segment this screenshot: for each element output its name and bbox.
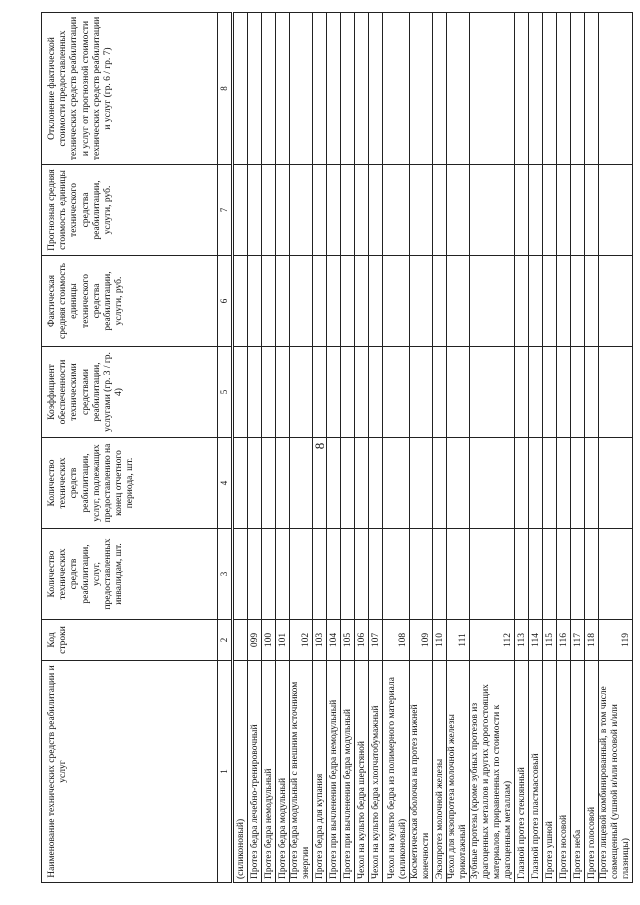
value-cell [571, 347, 585, 438]
value-cell [341, 165, 355, 256]
value-cell [543, 256, 557, 347]
table-row [233, 13, 248, 883]
row-code-cell: 114 [529, 620, 543, 661]
value-cell [433, 256, 447, 347]
table-row [369, 13, 383, 883]
value-cell [369, 256, 383, 347]
row-code-cell: 110 [433, 620, 447, 661]
value-cell [571, 13, 585, 165]
value-cell [557, 347, 571, 438]
value-cell [599, 13, 633, 165]
value-cell [369, 165, 383, 256]
value-cell [290, 165, 313, 256]
value-cell [571, 529, 585, 620]
table-row [571, 13, 585, 883]
value-cell [327, 165, 341, 256]
value-cell [327, 256, 341, 347]
value-cell [233, 256, 248, 347]
row-code-cell: 117 [571, 620, 585, 661]
table-row [515, 13, 529, 883]
value-cell [543, 438, 557, 529]
value-cell [410, 529, 433, 620]
value-cell [369, 347, 383, 438]
value-cell [276, 13, 290, 165]
value-cell [447, 347, 470, 438]
value-cell [341, 256, 355, 347]
column-header: Фактическая средняя стоимость единицы технического средства реабилитации, услуги, руб. [42, 256, 218, 347]
value-cell [433, 13, 447, 165]
row-name-cell: Протез бедра модульный [276, 661, 290, 883]
value-cell [233, 347, 248, 438]
value-cell [557, 438, 571, 529]
value-cell [262, 529, 276, 620]
value-cell [313, 347, 327, 438]
value-cell [585, 438, 599, 529]
value-cell [262, 347, 276, 438]
value-cell [233, 438, 248, 529]
value-cell [313, 438, 327, 529]
value-cell [515, 347, 529, 438]
value-cell [585, 529, 599, 620]
value-cell [290, 347, 313, 438]
value-cell [369, 529, 383, 620]
row-code-cell: 113 [515, 620, 529, 661]
value-cell [470, 165, 515, 256]
value-cell [529, 256, 543, 347]
value-cell [262, 256, 276, 347]
row-code-cell: 102 [290, 620, 313, 661]
row-code-cell: 119 [599, 620, 633, 661]
table-row [276, 13, 290, 883]
row-code-cell: 103 [313, 620, 327, 661]
value-cell [290, 529, 313, 620]
value-cell [276, 438, 290, 529]
column-number: 3 [218, 529, 233, 620]
value-cell [447, 13, 470, 165]
value-cell [248, 256, 262, 347]
value-cell [470, 529, 515, 620]
value-cell [290, 13, 313, 165]
column-number: 5 [218, 347, 233, 438]
value-cell [233, 13, 248, 165]
value-cell [543, 13, 557, 165]
value-cell [447, 165, 470, 256]
value-cell [529, 438, 543, 529]
value-cell [383, 347, 410, 438]
value-cell [515, 438, 529, 529]
value-cell [355, 529, 369, 620]
value-cell [515, 165, 529, 256]
row-name-cell: Протез лицевой комбинированный, в том числе совмещенный (ушной и/или носовой и/или глазницы) [599, 661, 633, 883]
column-header: Код строки [42, 620, 218, 661]
value-cell [433, 529, 447, 620]
value-cell [341, 13, 355, 165]
value-cell [529, 347, 543, 438]
value-cell [290, 438, 313, 529]
row-code-cell: 116 [557, 620, 571, 661]
table-row [433, 13, 447, 883]
table-row [248, 13, 262, 883]
value-cell [383, 13, 410, 165]
column-header: Коэффициент обеспеченности техническими средствами реабилитации, услугами (гр. 3 / гр. 4) [42, 347, 218, 438]
value-cell [515, 256, 529, 347]
value-cell [248, 165, 262, 256]
table-row [529, 13, 543, 883]
row-name-cell: Протез ушной [543, 661, 557, 883]
value-cell [599, 165, 633, 256]
column-number: 2 [218, 620, 233, 661]
column-number-row [218, 13, 233, 883]
table-row [341, 13, 355, 883]
row-name-cell: Экзопротез молочной железы [433, 661, 447, 883]
row-code-cell: 100 [262, 620, 276, 661]
column-number: 7 [218, 165, 233, 256]
row-name-cell: Косметическая оболочка на протез нижней конечности [410, 661, 433, 883]
row-code-cell: 118 [585, 620, 599, 661]
value-cell [410, 165, 433, 256]
row-name-cell: Протез бедра лечебно-тренировочный [248, 661, 262, 883]
value-cell [355, 165, 369, 256]
value-cell [313, 13, 327, 165]
row-code-cell: 111 [447, 620, 470, 661]
value-cell [557, 165, 571, 256]
value-cell [262, 165, 276, 256]
rotated-table-wrapper [41, 13, 631, 883]
row-name-cell: Зубные протезы (кроме зубных протезов из драгоценных металлов и других дорогостоящих материалов, приравненных по стоимости к драгоценным металлам) [470, 661, 515, 883]
value-cell [585, 165, 599, 256]
row-code-cell: 101 [276, 620, 290, 661]
value-cell [410, 13, 433, 165]
value-cell [571, 256, 585, 347]
value-cell [585, 13, 599, 165]
value-cell [262, 438, 276, 529]
row-name-cell: Глазной протез пластмассовый [529, 661, 543, 883]
value-cell [447, 438, 470, 529]
value-cell [599, 256, 633, 347]
value-cell [557, 529, 571, 620]
value-cell [599, 438, 633, 529]
row-name-cell: Чехол на культю бедра из полимерного материала (силиконовый) [383, 661, 410, 883]
value-cell [543, 347, 557, 438]
table-body [233, 13, 633, 883]
value-cell [355, 256, 369, 347]
value-cell [290, 256, 313, 347]
column-header: Прогнозная средняя стоимость единицы технического средства реабилитации, услуги, руб. [42, 165, 218, 256]
table-row [585, 13, 599, 883]
page-number: 8 [312, 442, 327, 450]
column-header: Наименование технических средств реабилитации и услуг [42, 661, 218, 883]
row-name-cell: Протез голосовой [585, 661, 599, 883]
value-cell [248, 529, 262, 620]
tsr-report-table [41, 12, 633, 883]
row-name-cell: Протез при вычленении бедра немодульный [327, 661, 341, 883]
value-cell [262, 13, 276, 165]
value-cell [557, 256, 571, 347]
column-header: Отклонение фактической стоимости предоставленных технических средств реабилитации и услуг от прогнозной стоимости технических средств реабилитации и услуг (гр. 6 / гр. 7) [42, 13, 218, 165]
row-name-cell: Глазной протез стеклянный [515, 661, 529, 883]
value-cell [543, 165, 557, 256]
value-cell [571, 165, 585, 256]
row-name-cell: Чехол на культю бедра шерстяной [355, 661, 369, 883]
value-cell [355, 13, 369, 165]
value-cell [327, 438, 341, 529]
value-cell [529, 13, 543, 165]
value-cell [313, 165, 327, 256]
value-cell [410, 438, 433, 529]
value-cell [470, 13, 515, 165]
row-name-cell: (силиконовый) [233, 661, 248, 883]
value-cell [515, 529, 529, 620]
table-row [470, 13, 515, 883]
table-row [599, 13, 633, 883]
table-row [447, 13, 470, 883]
value-cell [248, 13, 262, 165]
table-row [383, 13, 410, 883]
table-row [557, 13, 571, 883]
value-cell [276, 529, 290, 620]
table-row [355, 13, 369, 883]
value-cell [341, 438, 355, 529]
value-cell [276, 347, 290, 438]
row-code-cell: 115 [543, 620, 557, 661]
value-cell [557, 13, 571, 165]
row-code-cell: 107 [369, 620, 383, 661]
value-cell [383, 256, 410, 347]
value-cell [447, 529, 470, 620]
value-cell [470, 256, 515, 347]
value-cell [327, 529, 341, 620]
column-header: Количество технических средств реабилитации, услуг, предоставленных инвалидам, шт. [42, 529, 218, 620]
value-cell [341, 529, 355, 620]
value-cell [470, 347, 515, 438]
value-cell [515, 13, 529, 165]
value-cell [313, 529, 327, 620]
value-cell [470, 438, 515, 529]
value-cell [248, 438, 262, 529]
value-cell [410, 256, 433, 347]
value-cell [276, 165, 290, 256]
column-header: Количество технических средств реабилитации, услуг, подлежащих предоставлению на конец отчетного периода, шт. [42, 438, 218, 529]
table-row [262, 13, 276, 883]
column-number: 8 [218, 13, 233, 165]
row-code-cell: 108 [383, 620, 410, 661]
value-cell [599, 529, 633, 620]
row-code-cell [233, 620, 248, 661]
table-row [290, 13, 313, 883]
row-code-cell: 104 [327, 620, 341, 661]
value-cell [233, 529, 248, 620]
value-cell [355, 438, 369, 529]
value-cell [529, 529, 543, 620]
value-cell [529, 165, 543, 256]
value-cell [410, 347, 433, 438]
row-name-cell: Протез бедра для купания [313, 661, 327, 883]
value-cell [233, 165, 248, 256]
value-cell [341, 347, 355, 438]
row-name-cell: Чехол для экзопротеза молочной железы трикотажный [447, 661, 470, 883]
value-cell [433, 347, 447, 438]
row-name-cell: Протез бедра модульный с внешним источником энергии [290, 661, 313, 883]
value-cell [383, 165, 410, 256]
value-cell [369, 13, 383, 165]
row-code-cell: 109 [410, 620, 433, 661]
value-cell [383, 529, 410, 620]
table-row [410, 13, 433, 883]
value-cell [383, 438, 410, 529]
row-code-cell: 112 [470, 620, 515, 661]
row-name-cell: Протез неба [571, 661, 585, 883]
row-name-cell: Чехол на культю бедра хлопчатобумажный [369, 661, 383, 883]
value-cell [313, 256, 327, 347]
row-name-cell: Протез носовой [557, 661, 571, 883]
header-row [42, 13, 218, 883]
row-code-cell: 099 [248, 620, 262, 661]
value-cell [327, 13, 341, 165]
value-cell [543, 529, 557, 620]
value-cell [585, 347, 599, 438]
value-cell [585, 256, 599, 347]
row-code-cell: 105 [341, 620, 355, 661]
row-name-cell: Протез бедра немодульный [262, 661, 276, 883]
table-row [327, 13, 341, 883]
column-number: 1 [218, 661, 233, 883]
value-cell [433, 165, 447, 256]
column-number: 4 [218, 438, 233, 529]
value-cell [571, 438, 585, 529]
column-number: 6 [218, 256, 233, 347]
row-name-cell: Протез при вычленении бедра модульный [341, 661, 355, 883]
value-cell [433, 438, 447, 529]
value-cell [248, 347, 262, 438]
value-cell [447, 256, 470, 347]
value-cell [599, 347, 633, 438]
value-cell [327, 347, 341, 438]
value-cell [355, 347, 369, 438]
row-code-cell: 106 [355, 620, 369, 661]
table-row [313, 13, 327, 883]
table-row [543, 13, 557, 883]
value-cell [369, 438, 383, 529]
value-cell [276, 256, 290, 347]
